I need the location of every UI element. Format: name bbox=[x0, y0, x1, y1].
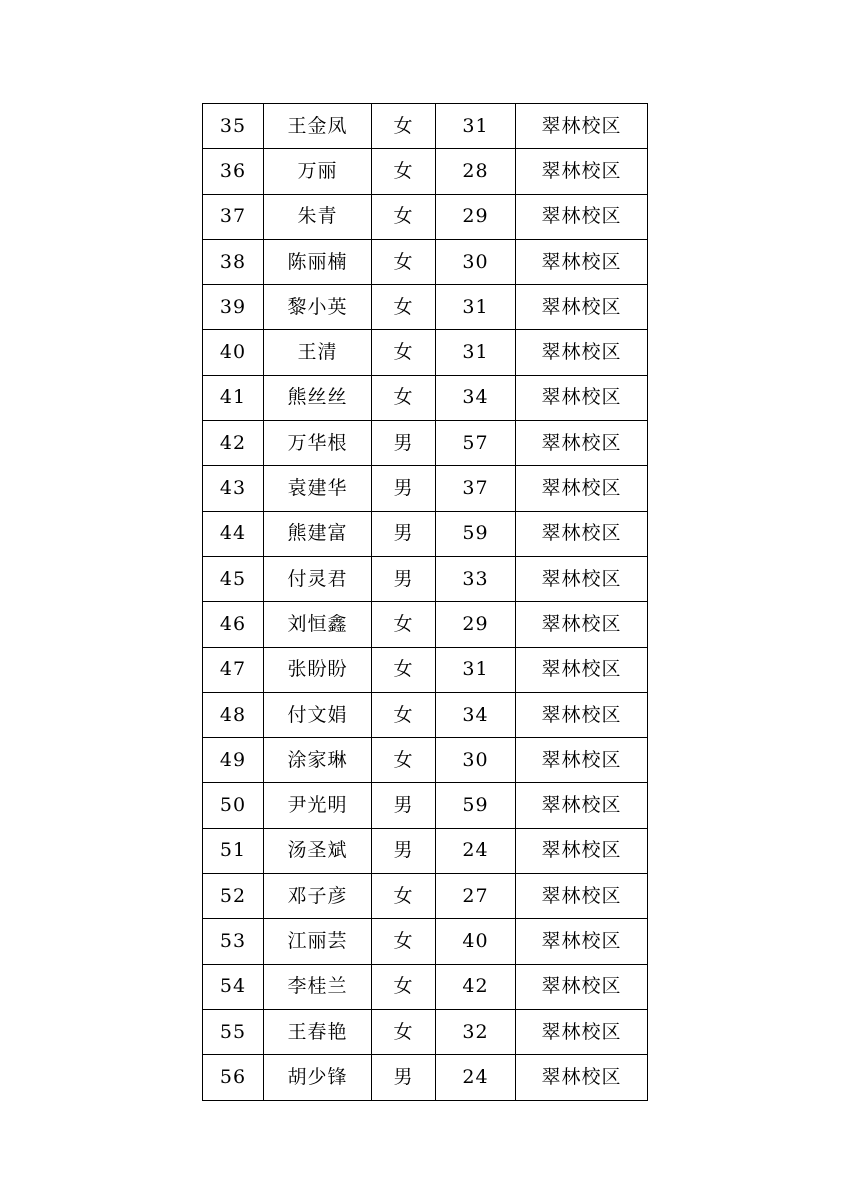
cell-gender: 男 bbox=[372, 556, 436, 601]
cell-gender: 女 bbox=[372, 194, 436, 239]
cell-name: 熊建富 bbox=[264, 511, 372, 556]
table-row bbox=[203, 330, 648, 375]
table-row bbox=[203, 556, 648, 601]
cell-gender: 女 bbox=[372, 375, 436, 420]
table-row bbox=[203, 285, 648, 330]
table-row bbox=[203, 647, 648, 692]
cell-number: 54 bbox=[203, 964, 264, 1009]
cell-number: 49 bbox=[203, 738, 264, 783]
cell-age: 59 bbox=[436, 783, 516, 828]
cell-campus: 翠林校区 bbox=[516, 104, 648, 149]
cell-campus: 翠林校区 bbox=[516, 1009, 648, 1054]
cell-name: 袁建华 bbox=[264, 466, 372, 511]
cell-gender: 女 bbox=[372, 149, 436, 194]
cell-number: 42 bbox=[203, 421, 264, 466]
cell-age: 33 bbox=[436, 556, 516, 601]
cell-campus: 翠林校区 bbox=[516, 466, 648, 511]
cell-campus: 翠林校区 bbox=[516, 828, 648, 873]
cell-campus: 翠林校区 bbox=[516, 647, 648, 692]
table-row bbox=[203, 692, 648, 737]
table-row bbox=[203, 602, 648, 647]
cell-gender: 男 bbox=[372, 421, 436, 466]
cell-age: 31 bbox=[436, 330, 516, 375]
cell-age: 31 bbox=[436, 647, 516, 692]
table-row bbox=[203, 783, 648, 828]
roster-table bbox=[202, 103, 648, 1101]
cell-name: 尹光明 bbox=[264, 783, 372, 828]
cell-campus: 翠林校区 bbox=[516, 421, 648, 466]
cell-gender: 女 bbox=[372, 738, 436, 783]
cell-age: 59 bbox=[436, 511, 516, 556]
cell-name: 胡少锋 bbox=[264, 1055, 372, 1100]
cell-name: 朱青 bbox=[264, 194, 372, 239]
cell-gender: 女 bbox=[372, 647, 436, 692]
cell-name: 熊丝丝 bbox=[264, 375, 372, 420]
cell-gender: 女 bbox=[372, 964, 436, 1009]
cell-campus: 翠林校区 bbox=[516, 602, 648, 647]
cell-gender: 女 bbox=[372, 919, 436, 964]
table-row bbox=[203, 511, 648, 556]
cell-age: 32 bbox=[436, 1009, 516, 1054]
cell-name: 万华根 bbox=[264, 421, 372, 466]
cell-name: 江丽芸 bbox=[264, 919, 372, 964]
cell-campus: 翠林校区 bbox=[516, 239, 648, 284]
table-row bbox=[203, 421, 648, 466]
cell-campus: 翠林校区 bbox=[516, 874, 648, 919]
cell-campus: 翠林校区 bbox=[516, 738, 648, 783]
cell-name: 汤圣斌 bbox=[264, 828, 372, 873]
cell-gender: 女 bbox=[372, 104, 436, 149]
table-row bbox=[203, 149, 648, 194]
cell-campus: 翠林校区 bbox=[516, 285, 648, 330]
cell-number: 40 bbox=[203, 330, 264, 375]
table-row bbox=[203, 874, 648, 919]
cell-number: 56 bbox=[203, 1055, 264, 1100]
cell-campus: 翠林校区 bbox=[516, 692, 648, 737]
cell-name: 付文娟 bbox=[264, 692, 372, 737]
cell-age: 31 bbox=[436, 285, 516, 330]
cell-number: 46 bbox=[203, 602, 264, 647]
cell-age: 30 bbox=[436, 239, 516, 284]
cell-gender: 男 bbox=[372, 828, 436, 873]
cell-name: 刘恒鑫 bbox=[264, 602, 372, 647]
cell-campus: 翠林校区 bbox=[516, 919, 648, 964]
cell-gender: 女 bbox=[372, 330, 436, 375]
table-row bbox=[203, 375, 648, 420]
cell-gender: 女 bbox=[372, 1009, 436, 1054]
cell-campus: 翠林校区 bbox=[516, 330, 648, 375]
cell-age: 24 bbox=[436, 828, 516, 873]
cell-number: 47 bbox=[203, 647, 264, 692]
table-row bbox=[203, 239, 648, 284]
cell-name: 邓子彦 bbox=[264, 874, 372, 919]
cell-age: 24 bbox=[436, 1055, 516, 1100]
table-row bbox=[203, 104, 648, 149]
cell-name: 黎小英 bbox=[264, 285, 372, 330]
cell-name: 万丽 bbox=[264, 149, 372, 194]
cell-name: 李桂兰 bbox=[264, 964, 372, 1009]
cell-name: 王春艳 bbox=[264, 1009, 372, 1054]
cell-number: 36 bbox=[203, 149, 264, 194]
cell-number: 35 bbox=[203, 104, 264, 149]
table-row bbox=[203, 919, 648, 964]
cell-campus: 翠林校区 bbox=[516, 556, 648, 601]
table-row bbox=[203, 1055, 648, 1100]
cell-number: 45 bbox=[203, 556, 264, 601]
table-row bbox=[203, 194, 648, 239]
cell-number: 38 bbox=[203, 239, 264, 284]
cell-campus: 翠林校区 bbox=[516, 375, 648, 420]
cell-gender: 女 bbox=[372, 874, 436, 919]
cell-gender: 男 bbox=[372, 783, 436, 828]
cell-gender: 男 bbox=[372, 466, 436, 511]
cell-age: 34 bbox=[436, 375, 516, 420]
cell-campus: 翠林校区 bbox=[516, 511, 648, 556]
cell-age: 29 bbox=[436, 602, 516, 647]
table-row bbox=[203, 738, 648, 783]
cell-age: 42 bbox=[436, 964, 516, 1009]
cell-age: 31 bbox=[436, 104, 516, 149]
cell-number: 37 bbox=[203, 194, 264, 239]
cell-name: 王清 bbox=[264, 330, 372, 375]
table-row bbox=[203, 964, 648, 1009]
cell-name: 张盼盼 bbox=[264, 647, 372, 692]
cell-gender: 女 bbox=[372, 692, 436, 737]
cell-age: 27 bbox=[436, 874, 516, 919]
cell-gender: 女 bbox=[372, 285, 436, 330]
cell-gender: 女 bbox=[372, 239, 436, 284]
cell-campus: 翠林校区 bbox=[516, 1055, 648, 1100]
cell-number: 39 bbox=[203, 285, 264, 330]
cell-number: 41 bbox=[203, 375, 264, 420]
table-row bbox=[203, 466, 648, 511]
cell-gender: 男 bbox=[372, 511, 436, 556]
cell-number: 48 bbox=[203, 692, 264, 737]
cell-name: 涂家琳 bbox=[264, 738, 372, 783]
cell-campus: 翠林校区 bbox=[516, 783, 648, 828]
cell-campus: 翠林校区 bbox=[516, 194, 648, 239]
cell-name: 陈丽楠 bbox=[264, 239, 372, 284]
cell-age: 30 bbox=[436, 738, 516, 783]
cell-number: 44 bbox=[203, 511, 264, 556]
cell-campus: 翠林校区 bbox=[516, 149, 648, 194]
cell-gender: 男 bbox=[372, 1055, 436, 1100]
table-row bbox=[203, 828, 648, 873]
cell-number: 51 bbox=[203, 828, 264, 873]
cell-number: 43 bbox=[203, 466, 264, 511]
cell-number: 52 bbox=[203, 874, 264, 919]
cell-age: 29 bbox=[436, 194, 516, 239]
cell-age: 28 bbox=[436, 149, 516, 194]
cell-gender: 女 bbox=[372, 602, 436, 647]
cell-number: 53 bbox=[203, 919, 264, 964]
table-row bbox=[203, 1009, 648, 1054]
cell-age: 34 bbox=[436, 692, 516, 737]
cell-number: 50 bbox=[203, 783, 264, 828]
cell-number: 55 bbox=[203, 1009, 264, 1054]
cell-name: 王金凤 bbox=[264, 104, 372, 149]
cell-age: 40 bbox=[436, 919, 516, 964]
cell-name: 付灵君 bbox=[264, 556, 372, 601]
cell-age: 37 bbox=[436, 466, 516, 511]
cell-campus: 翠林校区 bbox=[516, 964, 648, 1009]
roster-table-body bbox=[203, 104, 648, 1101]
cell-age: 57 bbox=[436, 421, 516, 466]
